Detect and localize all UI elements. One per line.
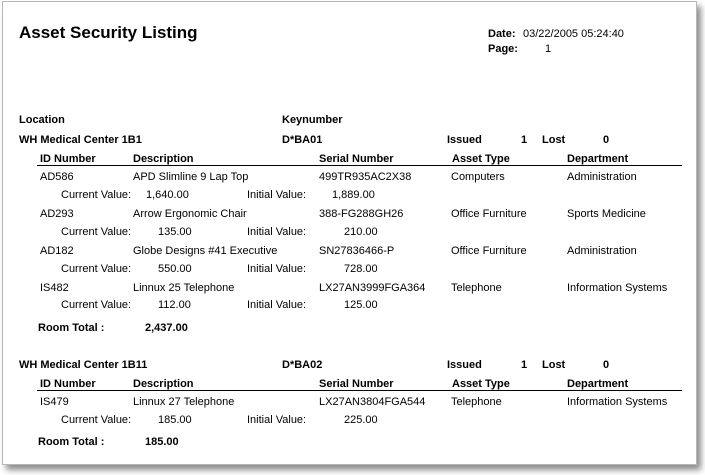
date-value: 03/22/2005 05:24:40 bbox=[523, 28, 624, 40]
header-divider bbox=[37, 390, 682, 391]
item-id: IS482 bbox=[40, 282, 69, 294]
room-total-value: 2,437.00 bbox=[145, 322, 188, 334]
group-keynumber: D*BA01 bbox=[282, 134, 323, 146]
initial-value-label: Initial Value: bbox=[247, 189, 307, 201]
initial-value-label: Initial Value: bbox=[247, 263, 307, 275]
item-type: Office Furniture bbox=[451, 208, 527, 220]
initial-value-label: Initial Value: bbox=[247, 226, 307, 238]
item-description: Arrow Ergonomic Chair bbox=[133, 208, 247, 220]
lost-label: Lost bbox=[542, 134, 566, 146]
column-header-id: ID Number bbox=[40, 378, 96, 390]
lost-count: 0 bbox=[603, 359, 610, 371]
item-type: Telephone bbox=[451, 396, 502, 408]
column-header-id: ID Number bbox=[40, 153, 96, 165]
initial-value: 225.00 bbox=[344, 414, 378, 426]
item-type: Telephone bbox=[451, 282, 502, 294]
location-label: Location bbox=[19, 114, 65, 126]
column-header-type: Asset Type bbox=[452, 378, 510, 390]
header-divider bbox=[37, 165, 682, 166]
item-id: AD586 bbox=[40, 171, 74, 183]
item-department: Information Systems bbox=[567, 396, 668, 408]
item-serial: LX27AN3999FGA364 bbox=[319, 282, 426, 294]
report-page bbox=[2, 1, 697, 465]
item-serial: 388-FG288GH26 bbox=[319, 208, 404, 220]
item-id: AD182 bbox=[40, 245, 74, 257]
item-type: Office Furniture bbox=[451, 245, 527, 257]
group-keynumber: D*BA02 bbox=[282, 359, 323, 371]
group-location: WH Medical Center 1B11 bbox=[19, 359, 148, 371]
item-id: IS479 bbox=[40, 396, 69, 408]
issued-label: Issued bbox=[447, 134, 482, 146]
lost-label: Lost bbox=[542, 359, 566, 371]
item-type: Computers bbox=[451, 171, 505, 183]
keynumber-label: Keynumber bbox=[282, 114, 343, 126]
current-value: 185.00 bbox=[158, 414, 192, 426]
current-value-label: Current Value: bbox=[61, 226, 132, 238]
initial-value: 125.00 bbox=[344, 299, 378, 311]
room-total-label: Room Total : bbox=[38, 322, 105, 334]
current-value-label: Current Value: bbox=[61, 263, 132, 275]
item-serial: 499TR935AC2X38 bbox=[319, 171, 412, 183]
initial-value: 1,889.00 bbox=[332, 189, 375, 201]
item-description: APD Slimline 9 Lap Top bbox=[133, 171, 249, 183]
item-description: Globe Designs #41 Executive bbox=[133, 245, 278, 257]
report-title: Asset Security Listing bbox=[19, 23, 198, 42]
lost-count: 0 bbox=[603, 134, 610, 146]
initial-value-label: Initial Value: bbox=[247, 414, 307, 426]
column-header-description: Description bbox=[133, 153, 194, 165]
current-value-label: Current Value: bbox=[61, 189, 132, 201]
item-department: Information Systems bbox=[567, 282, 668, 294]
current-value-label: Current Value: bbox=[61, 299, 132, 311]
group-location: WH Medical Center 1B1 bbox=[19, 134, 142, 146]
current-value: 112.00 bbox=[158, 299, 191, 311]
initial-value: 728.00 bbox=[344, 263, 378, 275]
item-serial: LX27AN3804FGA544 bbox=[319, 396, 426, 408]
page-value: 1 bbox=[545, 43, 552, 55]
item-description: Linnux 25 Telephone bbox=[133, 282, 235, 294]
column-header-department: Department bbox=[567, 378, 629, 390]
issued-count: 1 bbox=[521, 359, 528, 371]
issued-count: 1 bbox=[521, 134, 528, 146]
current-value: 1,640.00 bbox=[146, 189, 189, 201]
room-total-label: Room Total : bbox=[38, 436, 105, 448]
column-header-serial: Serial Number bbox=[319, 153, 394, 165]
column-header-department: Department bbox=[567, 153, 629, 165]
item-serial: SN27836466-P bbox=[319, 245, 395, 257]
item-department: Administration bbox=[567, 171, 637, 183]
current-value: 135.00 bbox=[158, 226, 192, 238]
room-total-value: 185.00 bbox=[145, 436, 179, 448]
page-label: Page: bbox=[488, 43, 518, 55]
issued-label: Issued bbox=[447, 359, 482, 371]
current-value: 550.00 bbox=[158, 263, 192, 275]
initial-value-label: Initial Value: bbox=[247, 299, 307, 311]
column-header-description: Description bbox=[133, 378, 194, 390]
column-header-serial: Serial Number bbox=[319, 378, 394, 390]
current-value-label: Current Value: bbox=[61, 414, 132, 426]
item-department: Sports Medicine bbox=[567, 208, 646, 220]
item-id: AD293 bbox=[40, 208, 74, 220]
item-department: Administration bbox=[567, 245, 637, 257]
column-header-type: Asset Type bbox=[452, 153, 510, 165]
date-label: Date: bbox=[488, 28, 516, 40]
initial-value: 210.00 bbox=[344, 226, 378, 238]
item-description: Linnux 27 Telephone bbox=[133, 396, 235, 408]
